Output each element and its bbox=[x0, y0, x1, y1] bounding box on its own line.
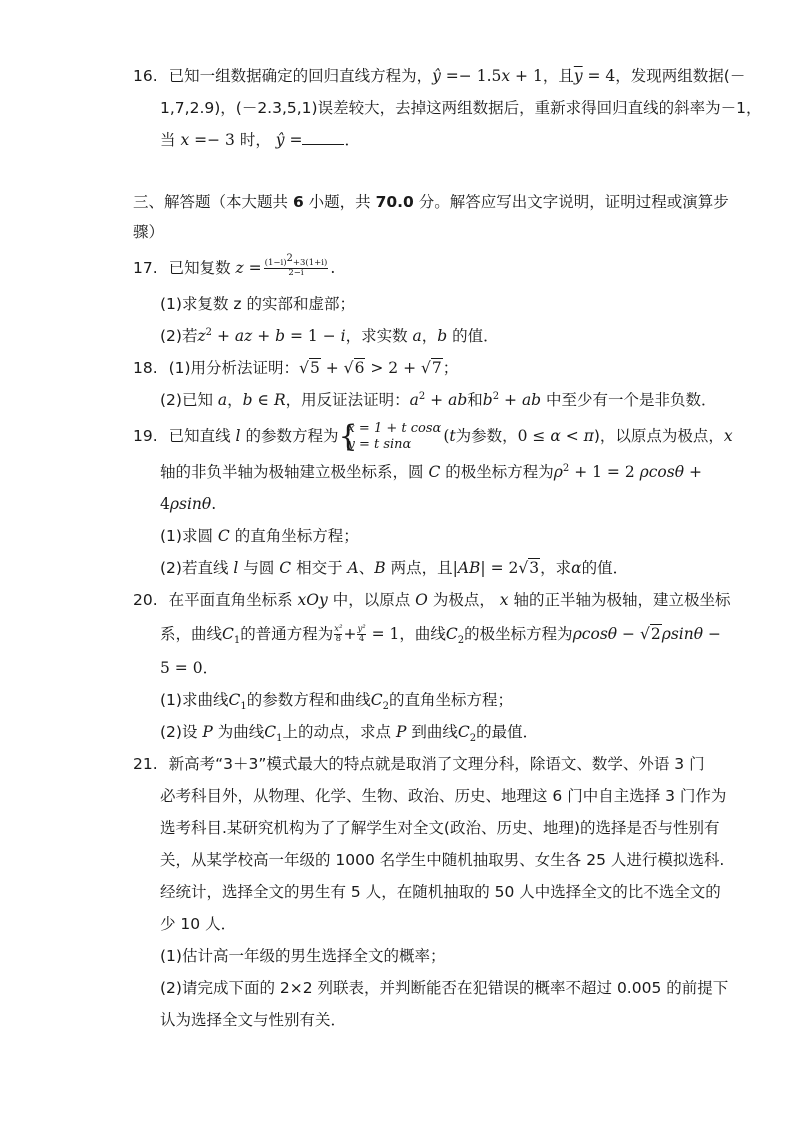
q17-sub-2: (2)若$z^2$ + az + b = 1 − i，求实数 a，b 的值． bbox=[160, 326, 499, 345]
parametric-system: { x = 1 + t cosα y = t sinα bbox=[338, 418, 442, 454]
section-3-heading-cont: 骤） bbox=[133, 223, 165, 241]
q21-line-3: 选考科目.某研究机构为了了解学生对全文(政治、历史、地理)的选择是否与性别有 bbox=[160, 819, 720, 837]
q19-sub-2: (2)若直线 l 与圆 C 相交于 A、B 两点，且|AB| = 2√3，求α的值． bbox=[160, 559, 629, 577]
q20-sub-2: (2)设 P 为曲线$C_1$上的动点，求点 P 到曲线$C_2$的最值． bbox=[160, 723, 539, 745]
q16-number: 16. bbox=[133, 67, 158, 85]
answer-blank[interactable] bbox=[302, 130, 344, 145]
q21-line-2: 必考科目外，从物理、化学、生物、政治、历史、地理这 6 门中自主选择 3 门作为 bbox=[160, 787, 727, 805]
complex-fraction: $\frac{(1-i)^2+3(1+i)}{2-i}$ bbox=[264, 253, 328, 278]
q19-number: 19. bbox=[133, 427, 158, 445]
q18-number: 18. bbox=[133, 359, 158, 377]
q16-line-2: 1,7,2.9)，(－2.3,5,1)误差较大，去掉这两组数据后，重新求得回归直线的斜率为－1， bbox=[160, 99, 762, 117]
q17-sub-1: (1)求复数 z 的实部和虚部； bbox=[160, 295, 355, 313]
q21-sub-2-cont: 认为选择全文与性别有关． bbox=[160, 1011, 347, 1029]
q20-number: 20. bbox=[133, 591, 158, 609]
q21-line-5: 经统计，选择全文的男生有 5 人，在随机抽取的 50 人中选择全文的比不选全文的 bbox=[160, 883, 721, 901]
q20-sub-1: (1)求曲线$C_1$的参数方程和曲线$C_2$的直角坐标方程； bbox=[160, 691, 513, 713]
q18-line-2: (2)已知 a，b ∈ R，用反证法证明：$a^2$ + ab和$b^2$ + ab 中至少有一个是非负数． bbox=[160, 390, 717, 409]
q20-line-2: 系，曲线$C_1$的普通方程为 $\frac{\text{x²}}{8}$ + $\frac{\text{y²}}{4}$ = 1，曲线$C_2$的极坐标方程为ρcosθ − √2ρsinθ − bbox=[160, 624, 721, 647]
q16-line-1: 16. 已知一组数据确定的回归直线方程为，ŷ =− 1.5x + 1，且$\overline{y} = 4$，发现两组数据(－ bbox=[133, 67, 746, 85]
q19-sub-1: (1)求圆 C 的直角坐标方程； bbox=[160, 527, 359, 545]
q16-line-3: 当 x =− 3 时， ŷ = ． bbox=[160, 131, 360, 149]
section-3-heading: 三、解答题（本大题共 6 小题，共 70.0 分。解答应写出文字说明，证明过程或演算步 bbox=[133, 193, 729, 211]
q21-line-1: 21. 新高考“3＋3”模式最大的特点就是取消了文理分科，除语文、数学、外语 3 门 bbox=[133, 755, 705, 773]
q19-line-1: 19. 已知直线 l 的参数方程为 { x = 1 + t cosα y = t sinα (t为参数，0 ≤ α < π)，以原点为极点，x bbox=[133, 418, 733, 454]
q17-number: 17. bbox=[133, 259, 158, 277]
q21-sub-2: (2)请完成下面的 2×2 列联表，并判断能否在犯错误的概率不超过 0.005 的前提下 bbox=[160, 979, 729, 997]
q17-line-1: 17. 已知复数 z = $\frac{(1-i)^2+3(1+i)}{2-i}$ . bbox=[133, 253, 336, 278]
q21-line-6: 少 10 人． bbox=[160, 915, 237, 933]
q21-line-4: 关，从某学校高一年级的 1000 名学生中随机抽取男、女生各 25 人进行模拟选科. bbox=[160, 851, 725, 869]
q21-sub-1: (1)估计高一年级的男生选择全文的概率； bbox=[160, 947, 446, 965]
q21-number: 21. bbox=[133, 755, 158, 773]
q18-line-1: 18. (1)用分析法证明：√5 + √6 > 2 + √7； bbox=[133, 359, 459, 377]
q20-line-1: 20. 在平面直角坐标系 xOy 中，以原点 O 为极点， x 轴的正半轴为极轴，建立极坐标 bbox=[133, 591, 731, 609]
q19-line-3: 4ρsinθ. bbox=[160, 495, 217, 513]
q19-line-2: 轴的非负半轴为极轴建立极坐标系，圆 C 的极坐标方程为$\rho^2 + 1 = 2$ ρcosθ + bbox=[160, 462, 702, 481]
q20-line-3: 5 = 0． bbox=[160, 659, 219, 677]
